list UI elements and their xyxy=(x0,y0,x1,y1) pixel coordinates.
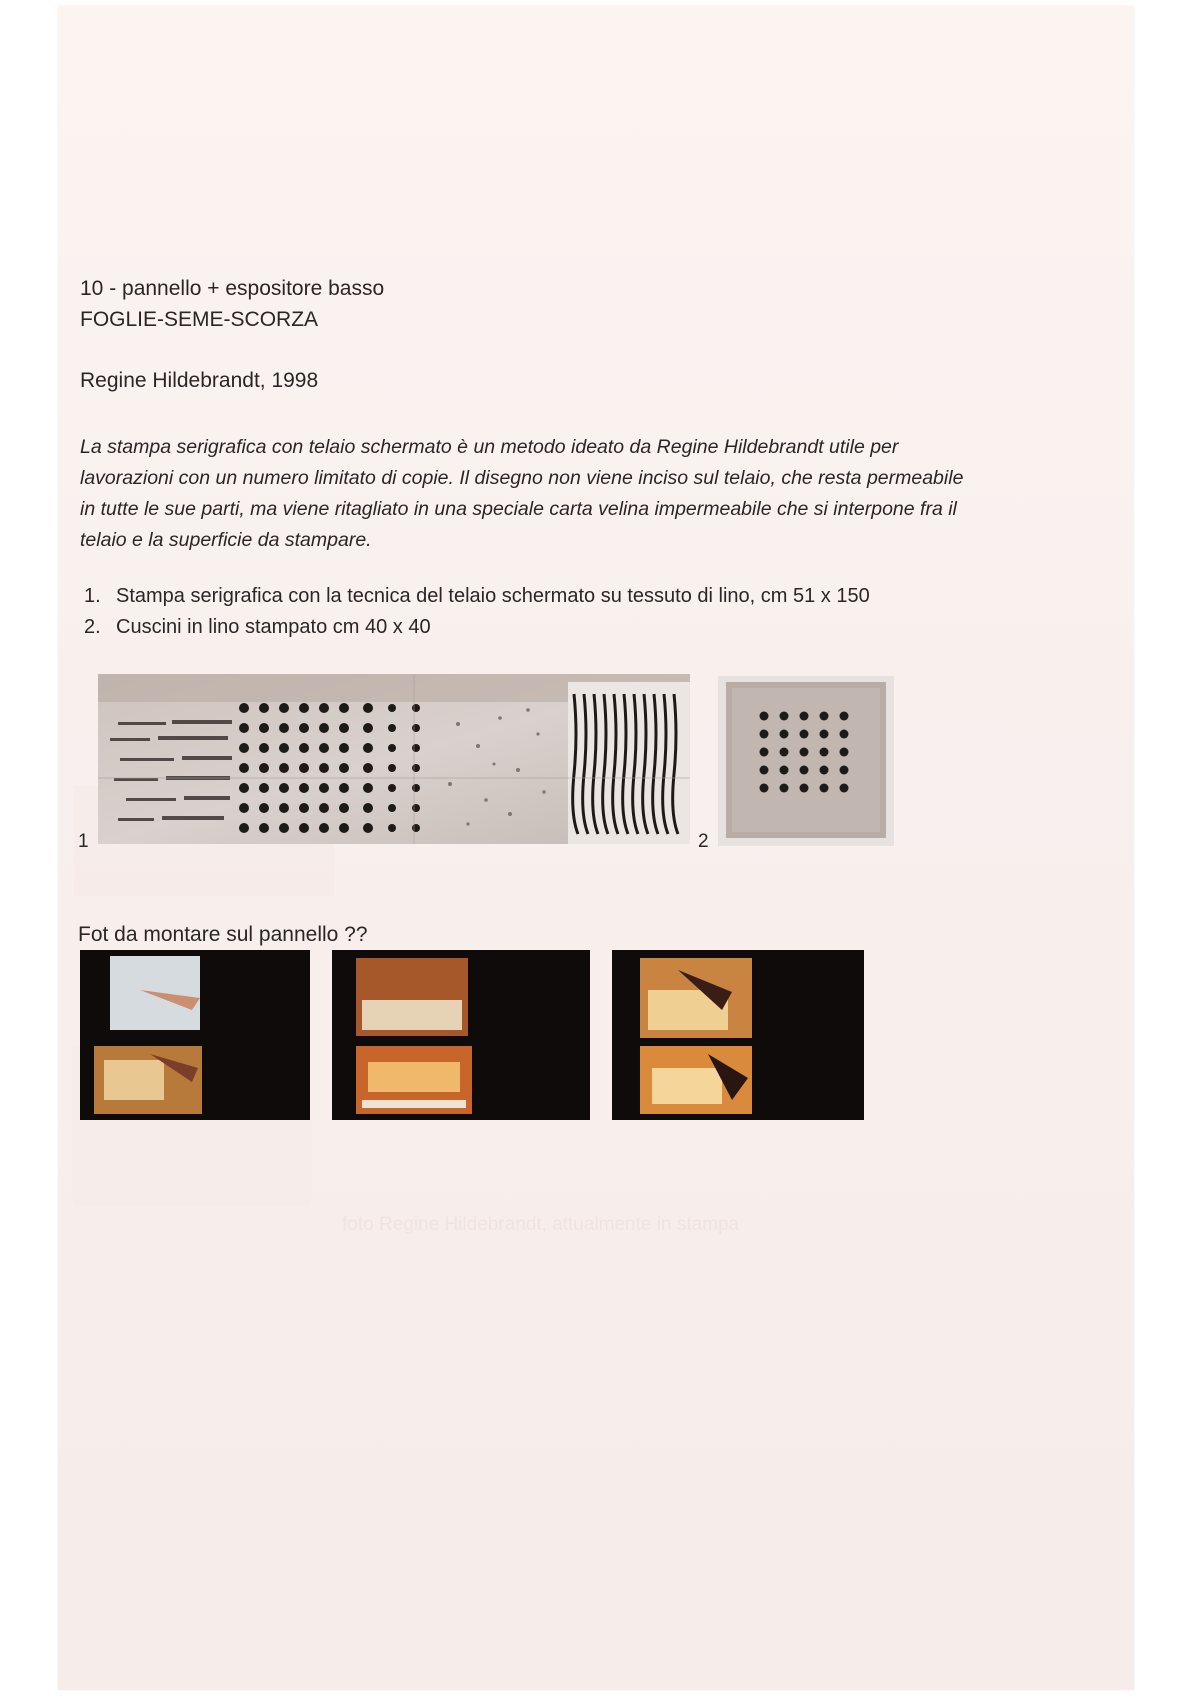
figure-number: 2 xyxy=(698,831,709,852)
linen-print-photo xyxy=(98,674,690,844)
photos-title: Fot da montare sul pannello ?? xyxy=(78,923,368,946)
process-photo-illustration xyxy=(332,950,590,1120)
cushion-illustration xyxy=(718,676,894,846)
paper-sheet xyxy=(58,6,1134,1690)
process-photo-illustration xyxy=(612,950,864,1120)
description-line: La stampa serigrafica con telaio schermato è un metodo ideato da Regine Hildebrandt utile per xyxy=(80,436,899,458)
linen-print-illustration xyxy=(98,674,690,844)
panel-title: 10 - pannello + espositore basso xyxy=(80,277,385,300)
author-line: Regine Hildebrandt, 1998 xyxy=(80,369,319,392)
process-photo xyxy=(80,950,310,1120)
item-text: Stampa serigrafica con la tecnica del telaio schermato su tessuto di lino, cm 51 x 150 xyxy=(116,585,870,607)
description-line: telaio e la superficie da stampare. xyxy=(80,529,372,551)
process-photo-illustration xyxy=(80,950,310,1120)
description-line: lavorazioni con un numero limitato di copie. Il disegno non viene inciso sul telaio, che resta permeabile xyxy=(80,467,964,489)
figure-number: 1 xyxy=(78,831,89,852)
item-number: 1. xyxy=(84,585,101,607)
process-photo xyxy=(332,950,590,1120)
panel-subtitle: FOGLIE-SEME-SCORZA xyxy=(80,308,319,331)
item-number: 2. xyxy=(84,616,101,638)
item-text: Cuscini in lino stampato cm 40 x 40 xyxy=(116,616,431,638)
cushion-photo xyxy=(718,676,894,846)
process-photo xyxy=(612,950,864,1120)
bleed-through-text: foto Regine Hildebrandt, attualmente in stampa xyxy=(342,1214,740,1235)
description-line: in tutte le sue parti, ma viene ritagliato in una speciale carta velina impermeabile che si interpone fra il xyxy=(80,498,957,520)
